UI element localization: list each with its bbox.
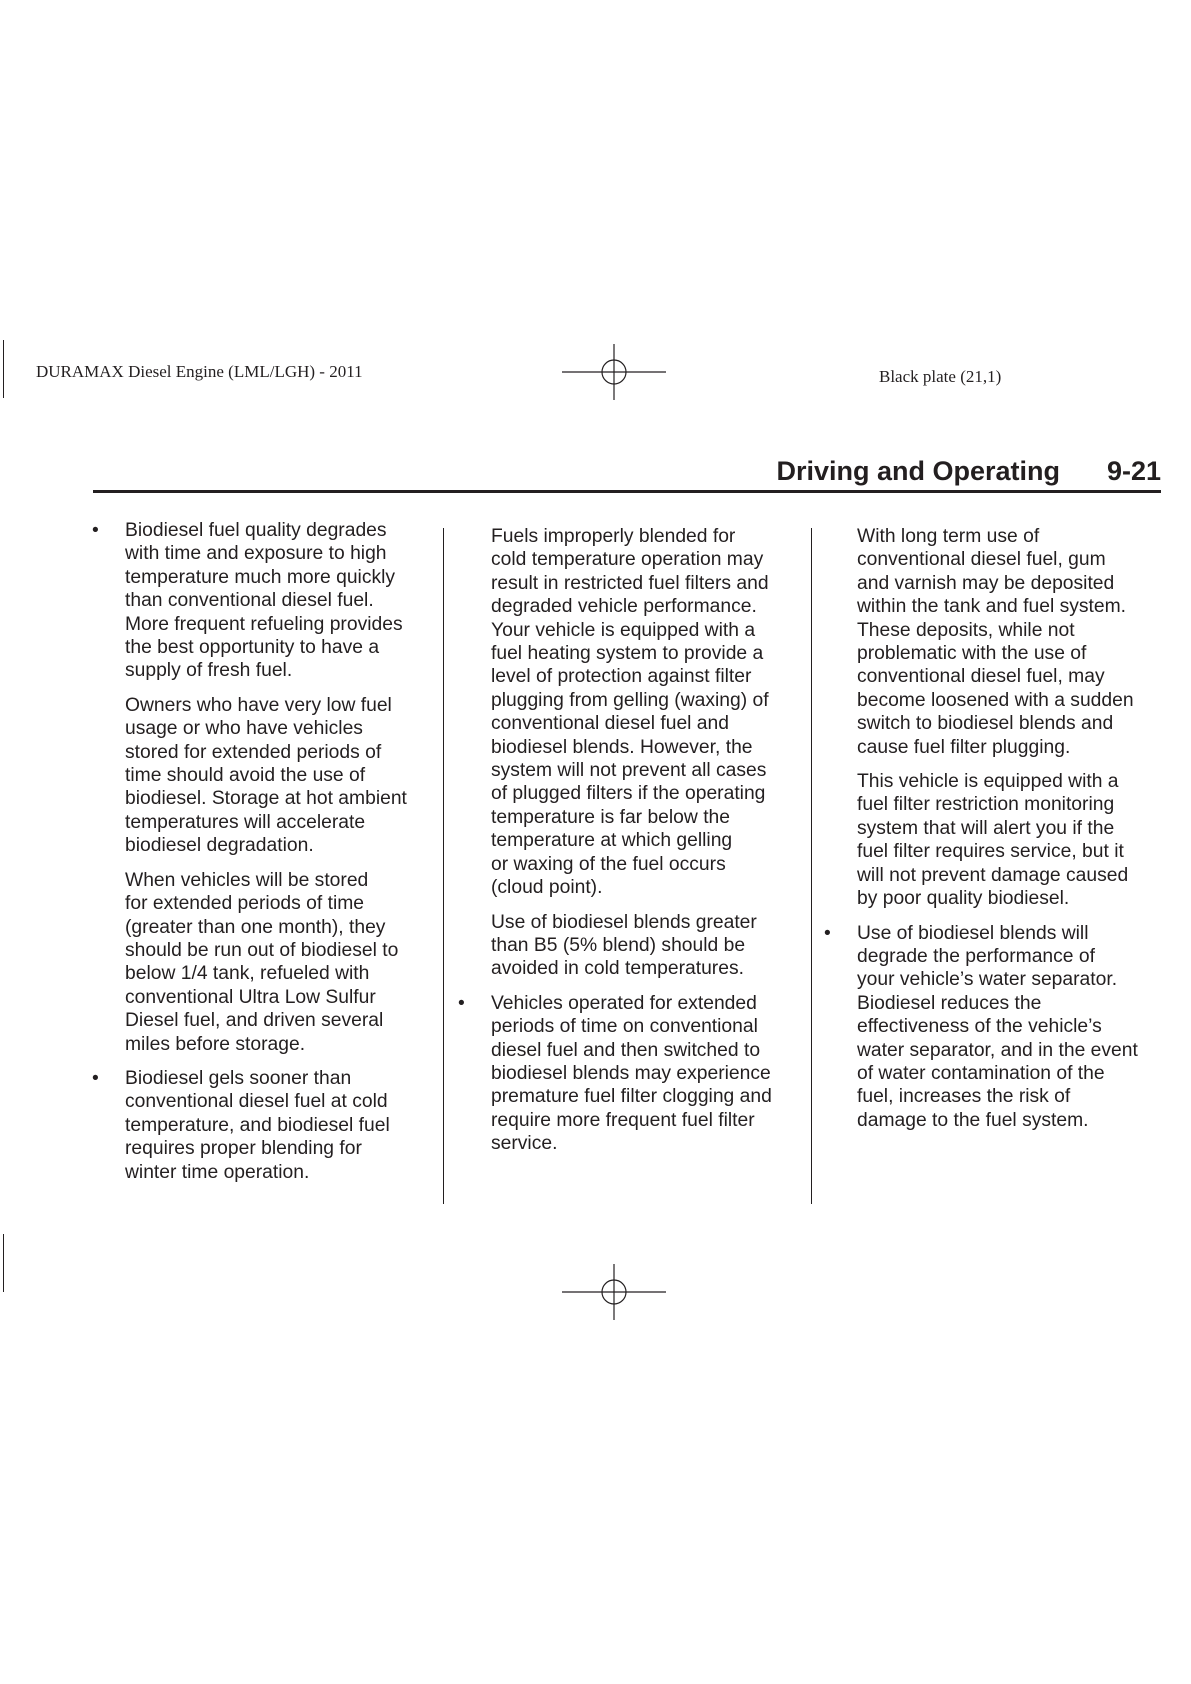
text-line: supply of fresh fuel.: [125, 660, 293, 682]
bullet-marker: •: [92, 1067, 99, 1089]
text-line: Biodiesel fuel quality degrades: [125, 520, 387, 541]
crop-mark-bottom: [3, 1234, 4, 1292]
paragraph: [491, 525, 811, 900]
text-line: usage or who have vehicles: [125, 718, 363, 740]
text-line: premature fuel filter clogging and: [491, 1086, 772, 1108]
text-line: fuel, increases the risk of: [857, 1086, 1071, 1108]
text-line: within the tank and fuel system.: [857, 596, 1127, 618]
text-line: system that will alert you if the: [857, 817, 1115, 839]
text-line: temperatures will accelerate: [125, 811, 366, 833]
text-line: temperature much more quickly: [125, 566, 396, 588]
text-line: of plugged filters if the operating: [491, 783, 766, 805]
section-title: Driving and Operating: [776, 456, 1060, 486]
text-line: winter time operation.: [125, 1161, 310, 1183]
text-line: switch to biodiesel blends and: [857, 713, 1114, 735]
registration-mark-top: [562, 344, 666, 400]
text-line: avoided in cold temperatures.: [491, 958, 744, 980]
text-line: problematic with the use of: [857, 643, 1087, 665]
crop-mark-top: [3, 340, 4, 398]
text-line: requires proper blending for: [125, 1138, 362, 1160]
column-divider-2: [811, 528, 812, 1204]
paragraph: [857, 770, 1177, 910]
text-line: conventional diesel fuel at cold: [125, 1091, 388, 1113]
text-line: When vehicles will be stored: [125, 869, 369, 891]
text-line: your vehicle’s water separator.: [857, 969, 1118, 991]
text-line: degrade the performance of: [857, 945, 1095, 967]
text-line: require more frequent fuel filter: [491, 1109, 755, 1131]
text-line: Your vehicle is equipped with a: [491, 619, 756, 641]
print-doc-title: DURAMAX Diesel Engine (LML/LGH) - 2011: [36, 362, 363, 381]
bullet-item: [92, 1067, 430, 1184]
text-line: fuel filter restriction monitoring: [857, 794, 1115, 816]
text-line: degraded vehicle performance.: [491, 596, 757, 618]
text-line: cause fuel filter plugging.: [857, 736, 1071, 758]
text-line: conventional diesel fuel and: [491, 713, 729, 735]
text-line: damage to the fuel system.: [857, 1109, 1089, 1131]
text-column-2: [458, 525, 811, 1167]
text-line: Diesel fuel, and driven several: [125, 1010, 384, 1032]
text-line: miles before storage.: [125, 1033, 306, 1055]
text-line: Biodiesel gels sooner than: [125, 1067, 352, 1089]
text-line: cold temperature operation may: [491, 549, 764, 571]
text-line: and varnish may be deposited: [857, 572, 1115, 594]
text-line: service.: [491, 1133, 558, 1155]
text-column-1: [92, 519, 430, 1195]
text-line: diesel fuel and then switched to: [491, 1039, 761, 1061]
section-header: [93, 452, 1161, 493]
text-line: Vehicles operated for extended: [491, 992, 757, 1014]
paragraph: [125, 694, 430, 858]
paragraph: [125, 869, 430, 1056]
bullet-item: [92, 519, 430, 683]
registration-mark-bottom: [562, 1264, 666, 1320]
bullet-item: [824, 922, 1177, 1133]
text-line: plugging from gelling (waxing) of: [491, 689, 769, 711]
column-divider-1: [443, 528, 444, 1204]
paragraph: [857, 525, 1177, 759]
text-line: This vehicle is equipped with a: [857, 771, 1119, 793]
text-line: biodiesel blends may experience: [491, 1062, 771, 1084]
text-line: These deposits, while not: [857, 619, 1075, 641]
text-line: level of protection against filter: [491, 666, 752, 688]
text-line: Use of biodiesel blends will: [857, 922, 1089, 944]
text-line: of water contamination of the: [857, 1062, 1105, 1084]
text-line: More frequent refueling provides: [125, 613, 403, 635]
text-line: conventional diesel fuel, may: [857, 666, 1105, 688]
text-line: stored for extended periods of: [125, 741, 382, 763]
text-line: for extended periods of time: [125, 893, 365, 915]
text-line: will not prevent damage caused: [857, 864, 1129, 886]
text-line: Fuels improperly blended for: [491, 526, 736, 547]
text-line: system will not prevent all cases: [491, 760, 767, 782]
print-plate-label: Black plate (21,1): [879, 367, 1002, 386]
text-line: water separator, and in the event: [857, 1039, 1138, 1061]
text-line: by poor quality biodiesel.: [857, 888, 1070, 910]
text-line: temperature is far below the: [491, 806, 730, 828]
text-line: periods of time on conventional: [491, 1016, 758, 1038]
text-line: Biodiesel reduces the: [857, 992, 1042, 1014]
text-line: become loosened with a sudden: [857, 689, 1134, 711]
text-line: biodiesel blends. However, the: [491, 736, 753, 758]
text-line: biodiesel. Storage at hot ambient: [125, 788, 407, 810]
text-line: effectiveness of the vehicle’s: [857, 1016, 1102, 1038]
paragraph: [491, 911, 811, 981]
text-line: conventional Ultra Low Sulfur: [125, 986, 376, 1008]
text-line: time should avoid the use of: [125, 765, 366, 787]
text-column-3: [824, 525, 1177, 1143]
text-line: temperature, and biodiesel fuel: [125, 1114, 390, 1136]
text-line: (greater than one month), they: [125, 916, 386, 938]
bullet-marker: •: [92, 520, 99, 541]
text-line: temperature at which gelling: [491, 830, 733, 852]
text-line: biodiesel degradation.: [125, 835, 314, 857]
text-line: than B5 (5% blend) should be: [491, 934, 746, 956]
text-line: Owners who have very low fuel: [125, 694, 392, 716]
text-line: result in restricted fuel filters and: [491, 572, 769, 594]
text-line: With long term use of: [857, 526, 1040, 547]
bullet-item: [458, 992, 811, 1156]
text-line: with time and exposure to high: [125, 543, 387, 565]
text-line: the best opportunity to have a: [125, 637, 380, 659]
page-number: 9-21: [1106, 456, 1161, 486]
text-line: Use of biodiesel blends greater: [491, 911, 757, 933]
bullet-marker: •: [458, 992, 465, 1014]
text-line: below 1/4 tank, refueled with: [125, 963, 370, 985]
text-line: than conventional diesel fuel.: [125, 590, 374, 612]
bullet-marker: •: [824, 922, 831, 944]
text-line: should be run out of biodiesel to: [125, 939, 399, 961]
text-line: (cloud point).: [491, 877, 603, 899]
text-line: or waxing of the fuel occurs: [491, 853, 726, 875]
text-line: conventional diesel fuel, gum: [857, 549, 1106, 571]
text-line: fuel heating system to provide a: [491, 643, 764, 665]
text-line: fuel filter requires service, but it: [857, 841, 1124, 863]
